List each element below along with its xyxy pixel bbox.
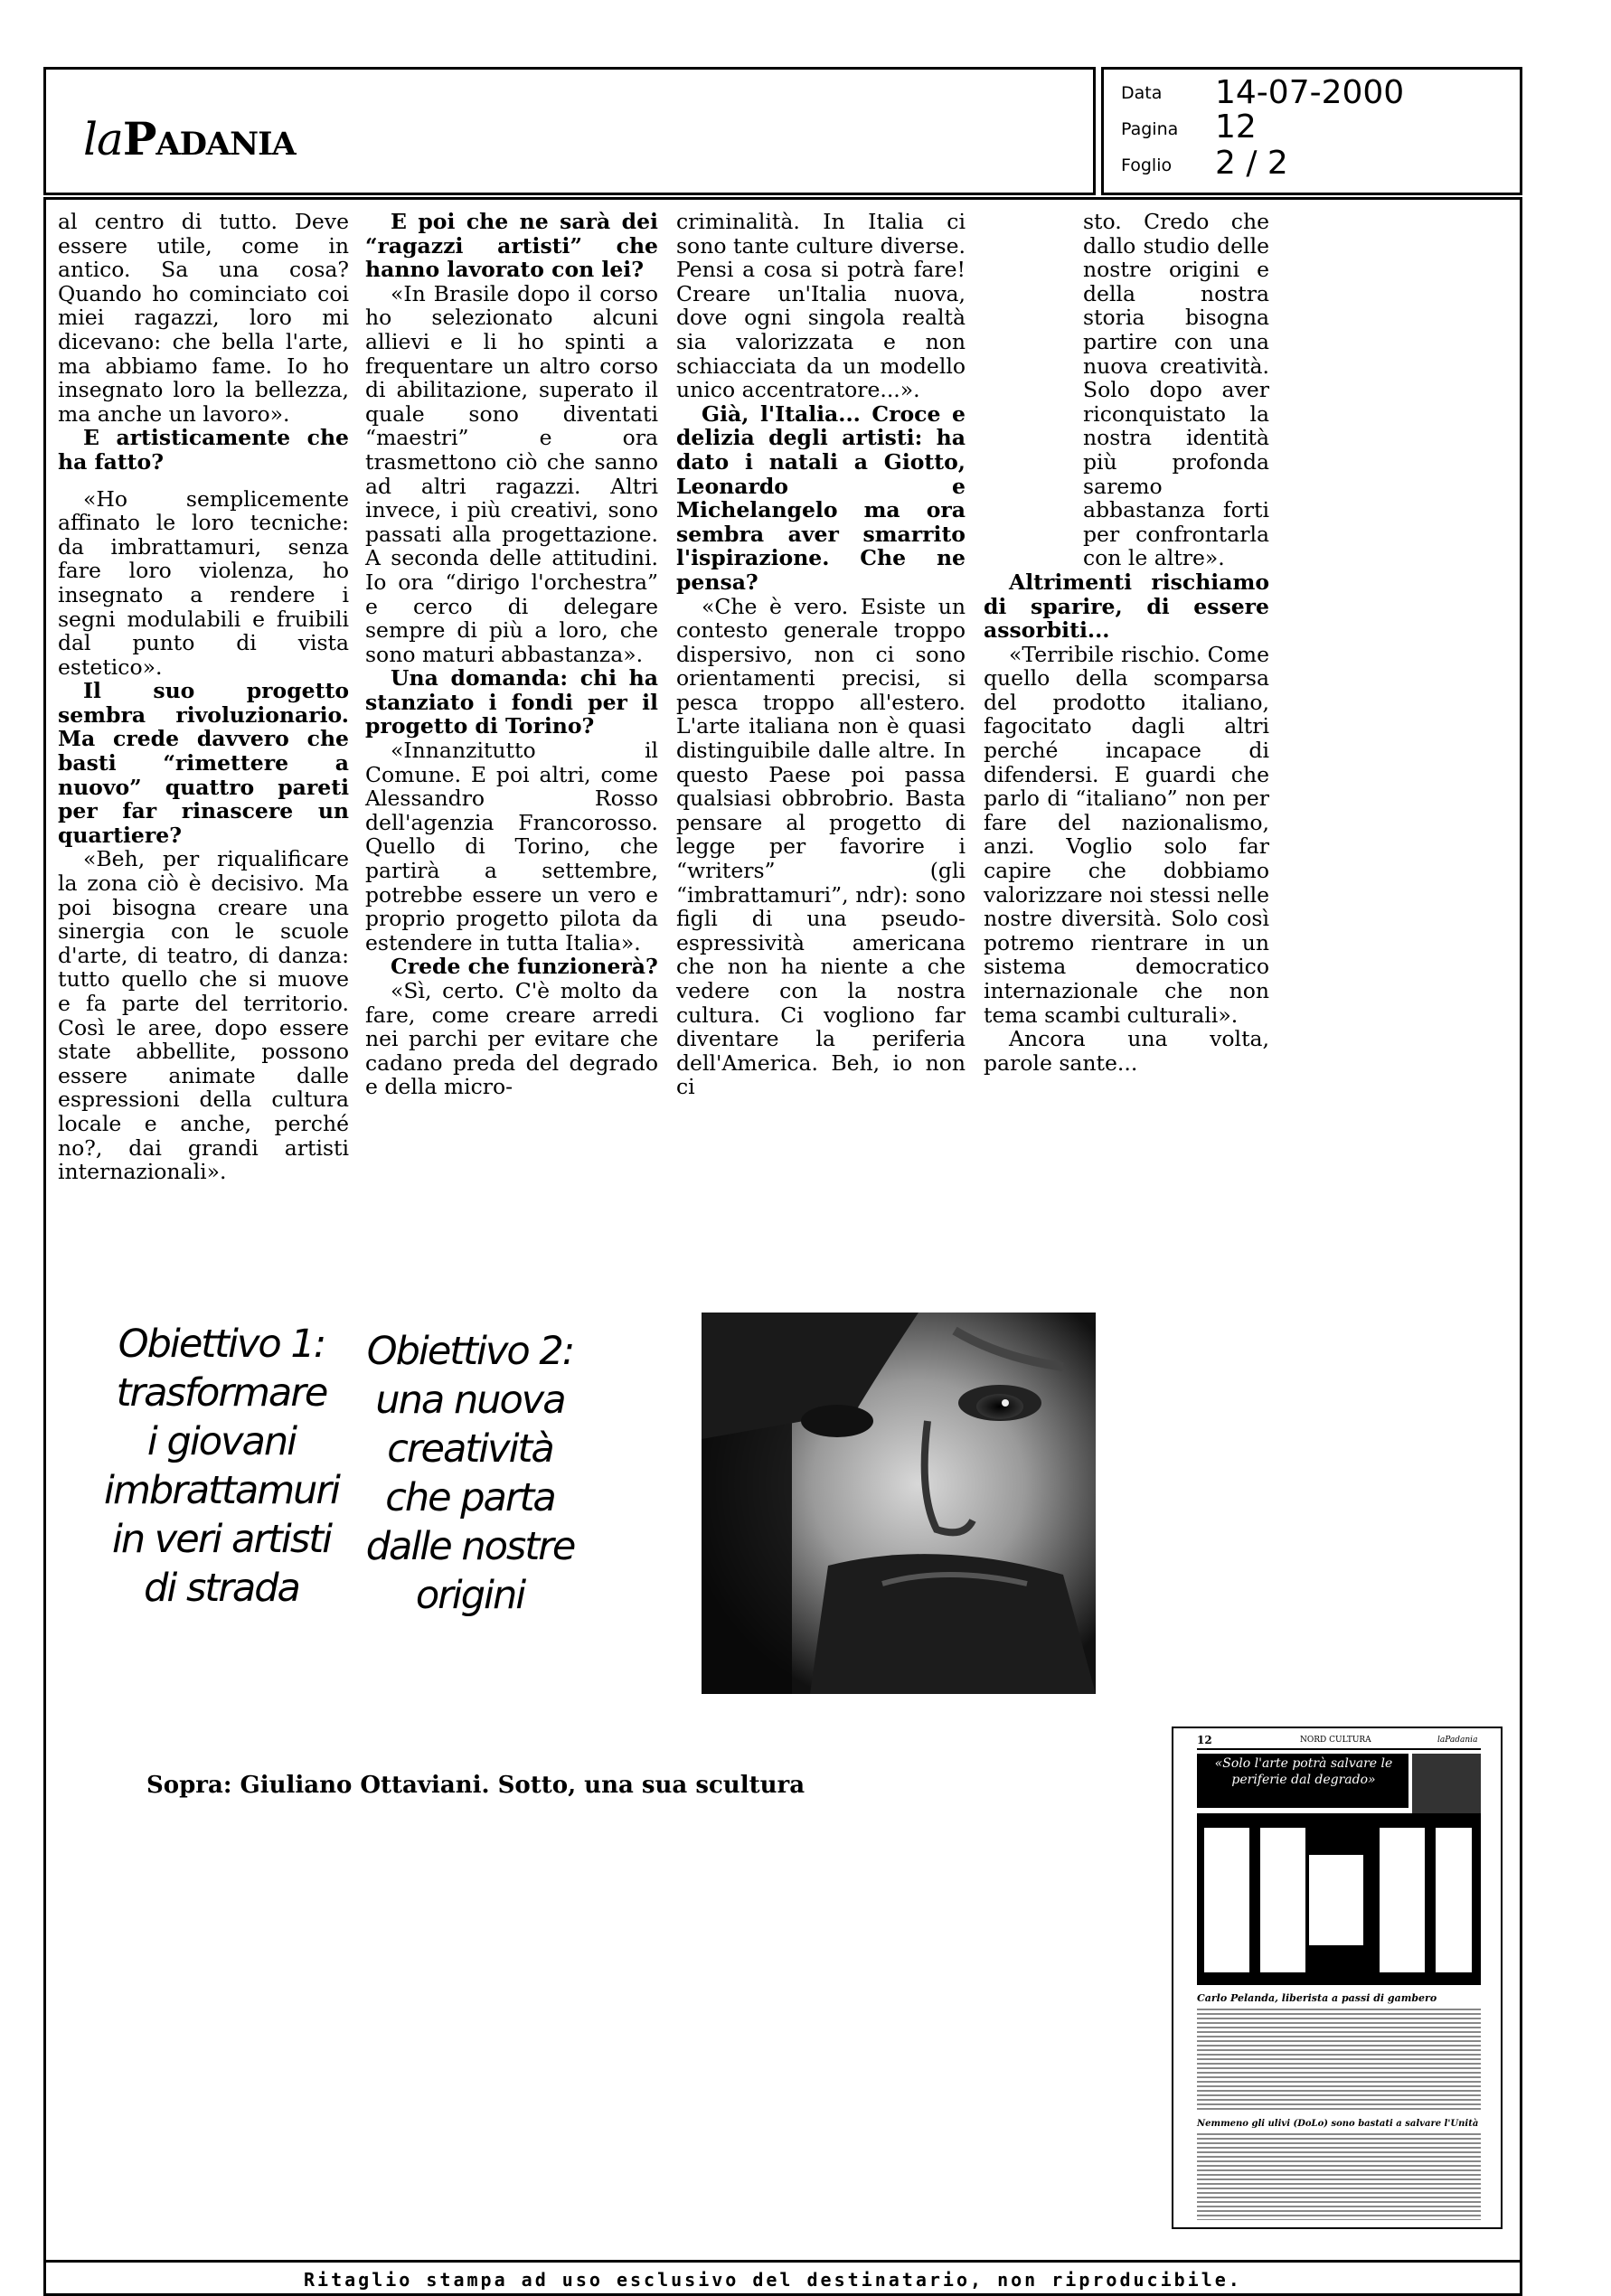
meta-foglio-label: Foglio xyxy=(1121,155,1173,175)
article-column-1 xyxy=(58,210,349,1184)
answer: «Beh, per riqualificare la zona ciò è decisivo. Ma poi bisogna creare una sinergia con le scuole d'arte, di teatro, di danza: tutto quello che si muove e fa parte del territorio. Così le aree, dopo essere state abbellite, possono essere animate dalle espressioni della cultura locale e anche, perché no?, dai grandi artisti internazionali». xyxy=(58,846,349,1185)
answer: «Innanzitutto il Comune. E poi altri, come Alessandro Rosso dell'agenzia Francorosso. Quello di Torino, che partirà a settembre, potrebbe essere un vero e proprio progetto pilota da estendere in tutta Italia». xyxy=(365,738,658,955)
answer: «Che è vero. Esiste un contesto generale troppo dispersivo, non ci sono orientamenti precisi, si pesca troppo all'estero. L'arte italiana non è quasi distinguibile dalle altre. In questo Paese poi passa qualsiasi obbrobrio. Basta pensare al progetto di legge per favorire i “writers” (gli “imbrattamuri”, ndr): sono figli di una pseudo-espressività americana che non ha niente a che vedere con la nostra cultura. Ci vogliono far diventare la periferia dell'America. Beh, io non ci xyxy=(676,593,966,1100)
objective-line: imbrattamuri xyxy=(104,1468,339,1513)
logo-padania: Padania xyxy=(122,112,296,165)
thumb-bottom-headline: Nemmeno gli ulivi (DoLo) sono bastati a salvare l'Unità xyxy=(1197,2119,1479,2129)
objective-line: Obiettivo 1: xyxy=(118,1322,325,1367)
thumb-letter-block xyxy=(1436,1828,1472,1972)
newspaper-logo xyxy=(83,112,296,165)
question: Altrimenti rischiamo di sparire, di essere assorbiti... xyxy=(984,569,1269,644)
objective-line: Obiettivo 2: xyxy=(366,1329,574,1374)
objective-line: una nuova xyxy=(375,1378,565,1423)
objective-line: in veri artisti xyxy=(111,1517,332,1562)
meta-pagina-value: 12 xyxy=(1215,108,1257,146)
meta-data-label: Data xyxy=(1121,83,1163,103)
portrait-photo xyxy=(702,1313,1096,1694)
thumb-letter-block xyxy=(1204,1828,1249,1972)
closing: Ancora una volta, parole sante... xyxy=(984,1026,1269,1076)
thumb-text-block xyxy=(1197,2009,1481,2110)
thumb-letter-block xyxy=(1380,1828,1425,1972)
thumb-text-block xyxy=(1197,2133,1481,2220)
thumb-letter-block xyxy=(1260,1828,1305,1972)
thumb-page-num: 12 xyxy=(1197,1734,1212,1746)
article-column-4 xyxy=(984,210,1269,1075)
meta-pagina-label: Pagina xyxy=(1121,119,1179,139)
question: Il suo progetto sembra rivoluzionario. Ma crede davvero che basti “rimettere a nuovo” quattro pareti per far rinascere un quartiere? xyxy=(58,678,349,848)
footer-divider xyxy=(43,2260,1522,2263)
objective-line: creatività xyxy=(387,1426,553,1472)
thumb-paper: laPadania xyxy=(1437,1736,1478,1745)
question: Una domanda: chi ha stanziato i fondi per il progetto di Torino? xyxy=(365,665,658,739)
thumb-section: NORD CULTURA xyxy=(1300,1736,1371,1745)
page-thumbnail xyxy=(1172,1727,1503,2229)
meta-foglio-value: 2 / 2 xyxy=(1215,145,1288,182)
question: Già, l'Italia... Croce e delizia degli artisti: ha dato i natali a Giotto, Leonardo e Michelangelo ma ora sembra aver smarrito l'ispirazione. Che ne pensa? xyxy=(676,400,966,595)
paragraph: sto. Credo che dallo studio delle nostre origini e della nostra storia bisogna partire con una nuova creatività. Solo dopo aver riconquistato la nostra identità più profonda saremo abbastanza forti per confrontarla con le altre». xyxy=(1083,209,1269,571)
article-column-3 xyxy=(676,210,966,1099)
thumb-subheadline: Carlo Pelanda, liberista a passi di gambero xyxy=(1197,1992,1437,2004)
answer: «Terribile rischio. Come quello della scomparsa del prodotto italiano, fagocitato dagli altri perché incapace di difendersi. E guardi che parlo di “italiano” non per fare del nazionalismo, anzi. Voglio solo far capire che dobbiamo valorizzare noi stessi nelle nostre diversità. Solo così potremo rientrare in un sistema democratico internazionale che non tema scambi culturali». xyxy=(984,641,1269,1028)
objective-line: dalle nostre xyxy=(365,1524,575,1569)
thumb-rule xyxy=(1197,1748,1481,1750)
objective-line: di strada xyxy=(144,1566,299,1611)
question: Crede che funzionerà? xyxy=(391,954,658,980)
objective-line: che parta xyxy=(385,1475,555,1520)
question: E artisticamente che ha fatto? xyxy=(58,425,349,475)
objective-1 xyxy=(99,1320,344,1613)
footer-notice: Ritaglio stampa ad uso esclusivo del destinatario, non riproducibile. xyxy=(304,2269,1242,2291)
photo-caption: Sopra: Giuliano Ottaviani. Sotto, una sua scultura xyxy=(146,1772,806,1799)
answer: «Ho semplicemente affinato le loro tecniche: da imbrattamuri, senza fare loro violenza, ho insegnato a rendere i segni modulabili e fruibili dal punto di vista estetico». xyxy=(58,485,349,680)
objective-2 xyxy=(344,1327,597,1620)
paragraph: al centro di tutto. Deve essere utile, come in antico. Sa una cosa? Quando ho cominciato coi miei ragazzi, loro mi dicevano: che bella l'arte, ma abbiamo fame. Io ho insegnato loro la bellezza, ma anche un lavoro». xyxy=(58,209,349,427)
article-column-2 xyxy=(365,210,658,1099)
paragraph: criminalità. In Italia ci sono tante culture diverse. Pensi a cosa si potrà fare! Creare un'Italia nuova, dove ogni singola realtà sia valorizzata e non schiacciata da un modello unico accentratore...». xyxy=(676,209,966,403)
objective-line: trasformare xyxy=(116,1370,327,1416)
objective-line: origini xyxy=(415,1573,525,1618)
answer: «Sì, certo. C'è molto da fare, come creare arredi nei parchi per evitare che cadano preda del degrado e della micro- xyxy=(365,978,658,1100)
meta-data-value: 14-07-2000 xyxy=(1215,74,1405,111)
objective-line: i giovani xyxy=(146,1419,297,1464)
logo-la: la xyxy=(83,113,123,165)
thumb-sculpture xyxy=(1309,1855,1363,1945)
answer: «In Brasile dopo il corso ho selezionato alcuni allievi e li ho spinti a frequentare un altro corso di abilitazione, superato il quale sono diventati “maestri” e ora trasmettono ciò che sanno ad altri ragazzi. Altri invece, i più creativi, sono passati alla progettazione. A seconda delle attitudini. Io ora “dirigo l'orchestra” e cerco di delegare sempre di più a loro, che sono maturi abbastanza». xyxy=(365,280,658,667)
thumb-headline: «Solo l'arte potrà salvare le periferie dal degrado» xyxy=(1214,1756,1393,1787)
question: E poi che ne sarà dei “ragazzi artisti” che hanno lavorato con lei? xyxy=(365,209,658,283)
